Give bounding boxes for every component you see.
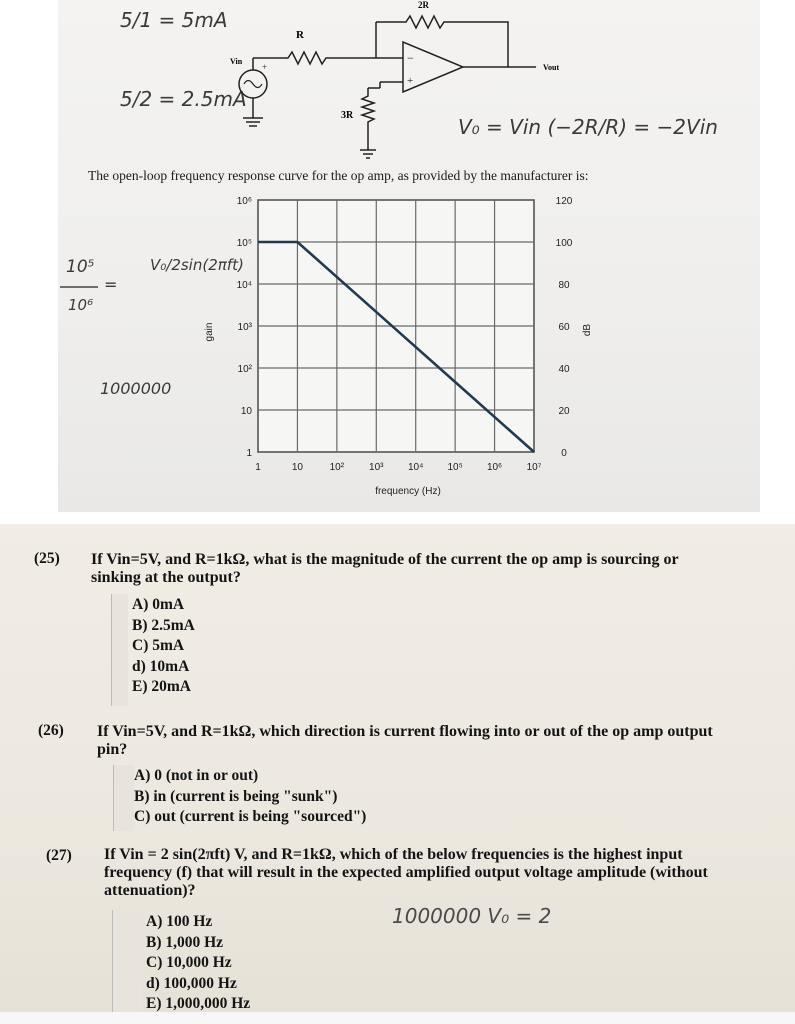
- chart-x-tick-label: 1: [255, 462, 261, 473]
- q27-line2: frequency (f) that will result in the expected amplified output voltage amplitude (without: [104, 864, 708, 881]
- chart-x-tick-label: 10²: [329, 462, 345, 473]
- q25-line1: If Vin=5V, and R=1kΩ, what is the magnitude of the current the op amp is sourcing or: [91, 551, 679, 568]
- vin-plus: +: [262, 62, 268, 72]
- q27-number: (27): [46, 847, 72, 864]
- chart-x-tick-label: 10³: [369, 462, 384, 473]
- chart-x-tick-label: 10⁵: [447, 462, 463, 473]
- chart-x-tick-label: 10⁴: [408, 462, 424, 473]
- q25-option-a[interactable]: A) 0mA: [132, 596, 185, 613]
- q26-redaction: [113, 765, 134, 831]
- q25-options: [132, 595, 195, 698]
- q26-options: [134, 766, 366, 828]
- q27-redaction: [112, 910, 143, 1014]
- chart-y-right-tick-label: 0: [561, 448, 567, 459]
- q26-option-c[interactable]: C) out (current is being "sourced"): [134, 808, 367, 825]
- chart-y-tick-label: 10³: [237, 322, 252, 333]
- chart-x-axis-title: frequency (Hz): [375, 486, 441, 497]
- chart-y-right-tick-label: 120: [555, 196, 573, 207]
- hand-ratio-top: 10⁵: [66, 257, 95, 277]
- chart-y-right-tick-label: 20: [558, 406, 570, 417]
- circuit-photo: [58, 0, 760, 512]
- q26-option-b[interactable]: B) in (current is being "sunk"): [134, 787, 338, 805]
- label-r: R: [296, 29, 304, 41]
- hand-ratio-bottom: 10⁶: [68, 296, 94, 314]
- hand-q27-note: 1000000 V₀ = 2: [392, 904, 552, 928]
- q27-text: [104, 846, 784, 900]
- bottom-strip: [0, 1012, 795, 1024]
- chart-y-right-tick-label: 40: [558, 364, 570, 375]
- chart-y-right-tick-label: 60: [558, 322, 570, 333]
- questions-photo: [0, 524, 795, 1024]
- resistor-3r: [362, 92, 374, 150]
- label-vin: Vin: [230, 57, 243, 66]
- circuit-diagram: [58, 0, 760, 512]
- chart-x-tick-label: 10⁷: [526, 462, 542, 473]
- hand-equals: =: [104, 275, 118, 294]
- label-3r: 3R: [341, 110, 354, 121]
- q25-line2: sinking at the output?: [91, 569, 241, 586]
- q27-options: [146, 912, 250, 1015]
- q27-option-e[interactable]: E) 1,000,000 Hz: [146, 995, 251, 1012]
- q27-option-a[interactable]: A) 100 Hz: [146, 913, 213, 930]
- q26-line2: pin?: [97, 741, 128, 758]
- chart-x-tick-label: 10⁶: [486, 462, 503, 473]
- chart-y-axis-title: gain: [204, 322, 215, 342]
- resistor-r: [263, 52, 376, 64]
- chart-y-tick-label: 1: [246, 448, 252, 459]
- hand-note-5ma: 5/1 = 5mA: [120, 8, 228, 32]
- chart-y-right-axis-title: dB: [582, 323, 593, 337]
- chart-caption: The open-loop frequency response curve for the op amp, as provided by the manufacturer is:: [88, 168, 589, 183]
- chart-y-tick-label: 10⁶: [236, 196, 252, 207]
- hand-gain-equation: V₀ = Vin (−2R/R) = −2Vin: [458, 115, 718, 139]
- chart-y-tick-label: 10⁴: [236, 280, 252, 291]
- chart-y-tick-label: 10⁵: [236, 238, 252, 249]
- label-2r: 2R: [418, 0, 429, 10]
- q25-redaction: [111, 594, 128, 706]
- q25-option-e[interactable]: E) 20mA: [132, 678, 191, 695]
- chart-y-right-tick-label: 80: [558, 280, 570, 291]
- q26-option-a[interactable]: A) 0 (not in or out): [134, 767, 259, 784]
- q25-number: (25): [34, 550, 60, 567]
- q27-option-c[interactable]: C) 10,000 Hz: [146, 954, 232, 971]
- q27-option-b[interactable]: B) 1,000 Hz: [146, 933, 224, 951]
- q27-line1: If Vin = 2 sin(2πft) V, and R=1kΩ, which of the below frequencies is the highest input: [104, 846, 683, 863]
- op-amp-plus: +: [407, 75, 414, 87]
- frequency-response-chart: [204, 196, 593, 497]
- q27-line3: attenuation)?: [104, 882, 196, 899]
- q25-option-d[interactable]: d) 10mA: [132, 657, 190, 675]
- q26-text: [97, 723, 787, 759]
- q27-option-d[interactable]: d) 100,000 Hz: [146, 974, 237, 992]
- chart-y-right-tick-label: 100: [555, 238, 573, 249]
- q26-number: (26): [38, 722, 64, 739]
- hand-note-2-5ma: 5/2 = 2.5mA: [120, 87, 247, 111]
- chart-y-tick-label: 10²: [237, 364, 252, 375]
- chart-x-tick-label: 10: [291, 462, 303, 473]
- chart-y-tick-label: 10: [240, 406, 252, 417]
- hand-ratio-expr: V₀/2sin(2πft): [150, 256, 244, 274]
- label-vout: Vout: [543, 63, 560, 72]
- q25-text: [91, 551, 781, 587]
- q25-option-c[interactable]: C) 5mA: [132, 637, 185, 654]
- hand-big-number: 1000000: [100, 379, 172, 398]
- op-amp-minus: −: [407, 51, 414, 65]
- q25-option-b[interactable]: B) 2.5mA: [132, 616, 195, 634]
- q26-line1: If Vin=5V, and R=1kΩ, which direction is current flowing into or out of the op amp output: [97, 723, 713, 740]
